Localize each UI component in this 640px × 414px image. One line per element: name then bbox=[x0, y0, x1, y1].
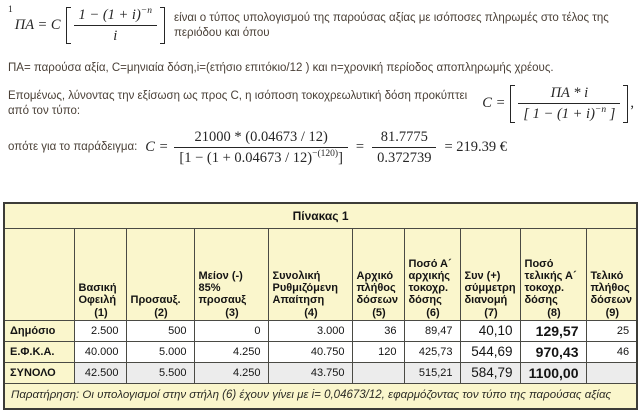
cell-value: 425,73 bbox=[404, 341, 460, 362]
cell-value: 544,69 bbox=[460, 341, 520, 362]
cell-value: 0 bbox=[194, 320, 268, 341]
cell-value: 129,57 bbox=[520, 320, 586, 341]
cell-value: 36 bbox=[352, 320, 404, 341]
cell-value: 515,21 bbox=[404, 362, 460, 383]
cell-value: 5.000 bbox=[126, 341, 194, 362]
formula3-fraction-1 bbox=[174, 128, 348, 167]
cell-value: 584,79 bbox=[460, 362, 520, 383]
right-bracket bbox=[160, 7, 165, 44]
cell-value bbox=[586, 362, 637, 383]
present-value-formula bbox=[8, 6, 166, 45]
header-final-installments: Τελικό πλήθος δόσεων (9) bbox=[586, 228, 637, 320]
table-title: Πίνακας 1 bbox=[4, 203, 637, 228]
cell-value: 42.500 bbox=[74, 362, 126, 383]
header-plus-proportional-distribution: Συν (+) σύμμετρη διανομή (7) bbox=[460, 228, 520, 320]
cell-value: 1100,00 bbox=[520, 362, 586, 383]
table-section bbox=[0, 200, 640, 410]
formula1-numerator: $1 - (1 + i)^{-n}$ bbox=[74, 6, 157, 26]
formula1-denominator: i bbox=[113, 28, 118, 45]
cell-value: 5.500 bbox=[126, 362, 194, 383]
paragraph-3 bbox=[8, 84, 634, 123]
paragraph-1 bbox=[8, 4, 634, 45]
formula3-numerator-2: 81.7775 bbox=[372, 128, 436, 148]
table-note-row bbox=[4, 383, 637, 409]
formula2-fraction bbox=[518, 84, 620, 123]
right-bracket bbox=[623, 85, 628, 122]
cell-value: 120 bbox=[352, 341, 404, 362]
formula2-numerator: ΠΑ * i bbox=[518, 84, 620, 104]
table-note: Παρατήρηση: Οι υπολογισμοί στην στήλη (6) έχουν γίνει με i= 0,04673/12, εφαρμόζοντας τον τύπο της παρούσας αξίας bbox=[4, 383, 637, 409]
paragraph-3-text: Επομένως, λύνοντας την εξίσωση ως προς C, η ισόποση τοκοχρεωλυτική δόση προκύπτει από τον τύπο: bbox=[8, 89, 468, 117]
formula3-denominator-1: $[1 - (1 + 0.04673 / 12)^{-(120)}]$ bbox=[179, 148, 343, 166]
table-title-row bbox=[4, 203, 637, 228]
example-calculation-formula bbox=[145, 128, 513, 167]
formula2-denominator: [ $1 - (1 + i)^{-n}$ ] bbox=[523, 105, 616, 123]
table-row-efka bbox=[4, 341, 637, 362]
cell-value: 970,43 bbox=[520, 341, 586, 362]
cell-value: 3.000 bbox=[268, 320, 352, 341]
row-label: Ε.Φ.Κ.Α. bbox=[4, 341, 74, 362]
formula3-denominator-2: 0.372739 bbox=[377, 149, 432, 166]
paragraph-4 bbox=[8, 128, 634, 167]
row-label: Δημόσιο bbox=[4, 320, 74, 341]
cell-value: 25 bbox=[586, 320, 637, 341]
cell-value: 43.750 bbox=[268, 362, 352, 383]
equals-sign: = bbox=[355, 138, 365, 155]
formula3-result: = 219.39 € bbox=[444, 138, 508, 155]
intro-section bbox=[0, 0, 640, 200]
paragraph-2 bbox=[8, 58, 634, 76]
header-minus-85pct: Μείον (-) 85% προσαυξ (3) bbox=[194, 228, 268, 320]
formula2-comma: , bbox=[630, 95, 634, 112]
cell-value: 4.250 bbox=[194, 362, 268, 383]
header-final-installment-amount: Ποσό τελικής Α´ τοκοχρ. δόσης (8) bbox=[520, 228, 586, 320]
cell-value: 40.750 bbox=[268, 341, 352, 362]
header-row-label bbox=[4, 228, 74, 320]
header-initial-installments: Αρχικό πλήθος δόσεων (5) bbox=[352, 228, 404, 320]
cell-value: 2.500 bbox=[74, 320, 126, 341]
paragraph-1-text: είναι ο τύπος υπολογισμού της παρούσας αξίας με ισόποσες πληρωμές στο τέλος της περιόδου και όπου bbox=[173, 11, 609, 39]
formula1-fraction bbox=[74, 6, 157, 45]
footnote-mark: 1 bbox=[8, 5, 13, 15]
table-row-dimosio bbox=[4, 320, 637, 341]
left-bracket bbox=[510, 85, 515, 122]
cell-value: 40.000 bbox=[74, 341, 126, 362]
formula2-lhs: C = bbox=[482, 95, 506, 112]
cell-value: 46 bbox=[586, 341, 637, 362]
cell-value: 500 bbox=[126, 320, 194, 341]
formula3-fraction-2 bbox=[372, 128, 436, 167]
cell-value bbox=[352, 362, 404, 383]
header-initial-installment-amount: Ποσό Α´ αρχικής τοκοχρ. δόσης (6) bbox=[404, 228, 460, 320]
header-total-regulated-claim: Συνολική Ρυθμιζόμενη Απαίτηση (4) bbox=[268, 228, 352, 320]
formula3-numerator-1: 21000 * (0.04673 / 12) bbox=[174, 128, 348, 148]
header-basic-debt: Βασική Οφειλή (1) bbox=[74, 228, 126, 320]
pinakas-1-table bbox=[3, 202, 638, 410]
cell-value: 89,47 bbox=[404, 320, 460, 341]
table-row-total bbox=[4, 362, 637, 383]
cell-value: 4.250 bbox=[194, 341, 268, 362]
cell-value: 40,10 bbox=[460, 320, 520, 341]
table-header-row bbox=[4, 228, 637, 320]
formula1-lhs: ΠΑ = C bbox=[14, 17, 61, 34]
formula3-lhs: C = bbox=[145, 138, 169, 155]
installment-formula bbox=[482, 84, 634, 123]
row-label: ΣΥΝΟΛΟ bbox=[4, 362, 74, 383]
example-lead-text: οπότε για το παράδειγμα: bbox=[8, 140, 138, 153]
paragraph-2-text: ΠΑ= παρούσα αξία, C=μηνιαία δόση,i=(ετήσιο επιτόκιο/12 ) και n=χρονική περίοδος αποπληρωμής χρέους. bbox=[8, 62, 554, 75]
left-bracket bbox=[66, 7, 71, 44]
header-surcharges: Προσαυξ. (2) bbox=[126, 228, 194, 320]
